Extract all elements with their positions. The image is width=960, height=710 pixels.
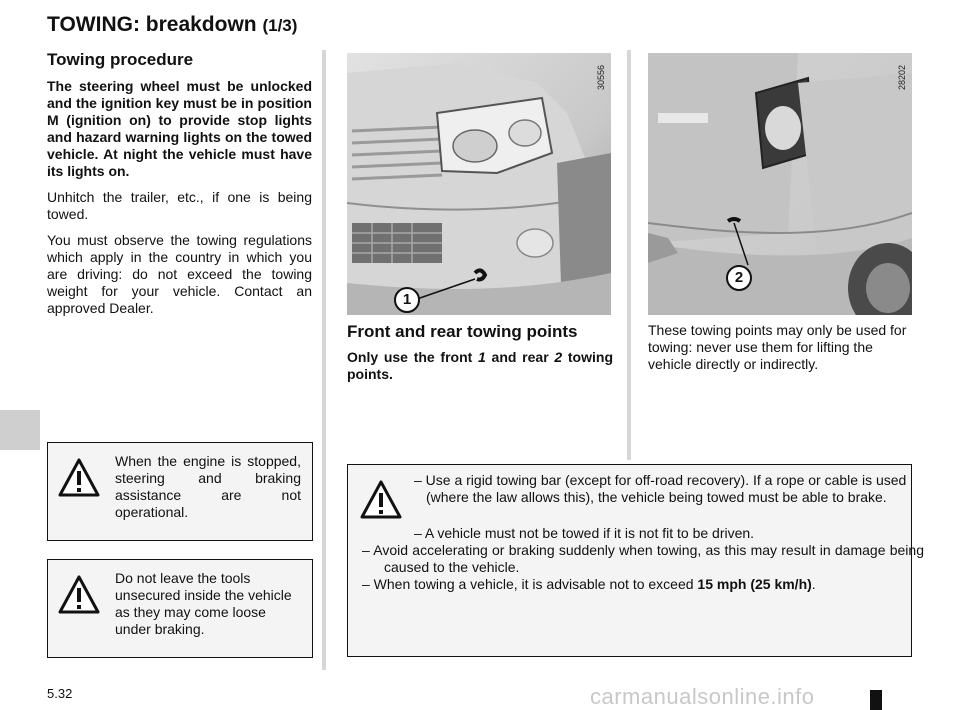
warning-text: – Use a rigid towing bar (except for off-road recovery). If a rope or cable is used (where the law allows this), the vehicle being towed must be able to brake. xyxy=(414,472,907,505)
procedure-para: You must observe the towing regulations which apply in the country in which you are driving: do not exceed the towing weight for your vehicle. Contact an approved Dealer. xyxy=(47,232,312,316)
rear-car-illustration xyxy=(648,53,912,315)
towing-points-instruction: Only use the front 1 and rear 2 towing points. xyxy=(347,349,613,382)
page-title: TOWING: breakdown (1/3) xyxy=(47,13,298,36)
warning-text: When the engine is stopped, steering and braking assistance are not operational. xyxy=(115,453,301,520)
rear-towing-point-figure xyxy=(648,53,912,315)
warning-box-towing xyxy=(347,464,924,657)
warning-text: – When towing a vehicle, it is advisable not to exceed 15 mph (25 km/h). xyxy=(362,576,816,592)
warning-text: – Avoid accelerating or braking suddenly when towing, as this may result in damage being caused to the vehicle. xyxy=(362,542,924,575)
warning-text: Do not leave the tools unsecured inside the vehicle as they may come loose under braking. xyxy=(115,570,292,637)
warning-icon xyxy=(58,574,100,616)
procedure-section xyxy=(47,50,312,326)
column-divider xyxy=(627,50,631,460)
speed-limit: 15 mph (25 km/h) xyxy=(697,576,812,592)
rear-point-ref: 2 xyxy=(554,349,563,365)
callout-front-towing-point: 1 xyxy=(394,287,420,313)
warning-icon xyxy=(360,479,402,521)
page-number: 5.32 xyxy=(47,686,73,701)
front-car-illustration xyxy=(347,53,611,315)
procedure-heading: Towing procedure xyxy=(47,50,194,69)
towing-points-note: These towing points may only be used for towing: never use them for lifting the vehicle directly or indirectly. xyxy=(648,322,907,372)
towing-points-heading: Front and rear towing points xyxy=(347,322,578,341)
corner-mark xyxy=(870,690,882,710)
procedure-para: Unhitch the trailer, etc., if one is being towed. xyxy=(47,189,312,222)
watermark: carmanualsonline.info xyxy=(590,684,815,709)
procedure-bold-para: The steering wheel must be unlocked and the ignition key must be in position M (ignition on) to provide stop lights and hazard warning lights on the towed vehicle. At night the vehicle must have its lights on. xyxy=(47,78,312,179)
warning-box-tools xyxy=(47,559,313,658)
warning-text: – A vehicle must not be towed if it is not fit to be driven. xyxy=(414,525,755,541)
front-point-ref: 1 xyxy=(478,349,486,365)
chapter-tab xyxy=(0,410,40,450)
figure-ref-number: 28202 xyxy=(897,64,907,90)
callout-rear-towing-point: 2 xyxy=(726,265,752,291)
figure-ref-number: 30556 xyxy=(596,64,606,90)
front-towing-point-figure xyxy=(347,53,611,315)
column-divider xyxy=(322,50,326,670)
warning-box-engine xyxy=(47,442,313,541)
warning-icon xyxy=(58,457,100,499)
page-title-suffix: (1/3) xyxy=(262,16,298,35)
